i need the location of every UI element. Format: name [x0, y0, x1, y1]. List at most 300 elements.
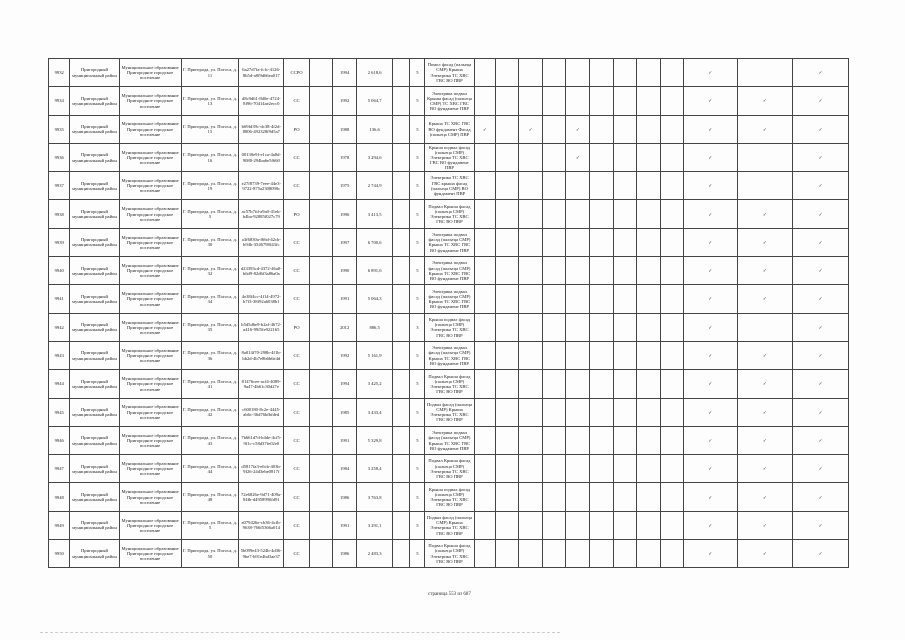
empty-cell	[542, 540, 566, 568]
empty-cell	[519, 285, 543, 313]
empty-cell	[637, 313, 661, 341]
house-id-cell: b5d5d6e9-b2af-4672-a416-99f5fe922165	[239, 313, 284, 341]
empty-cell	[309, 341, 333, 369]
table-row	[49, 426, 849, 454]
empty-cell	[519, 200, 543, 228]
empty-cell	[660, 228, 684, 256]
check-mark-icon: ✓	[684, 115, 737, 143]
empty-cell	[637, 455, 661, 483]
empty-cell	[566, 172, 590, 200]
empty-cell	[495, 341, 519, 369]
empty-cell	[637, 143, 661, 171]
district-cell: Пригородный муниципальный район	[70, 257, 119, 285]
area-cell: 2 618,6	[356, 59, 392, 87]
house-id-cell: a3f6830a-f66d-42cb-b94b-3546798f43fc	[239, 228, 284, 256]
empty-cell	[590, 313, 614, 341]
floors-cell: 5	[410, 228, 425, 256]
empty-cell	[566, 200, 590, 228]
address-cell: Г. Пригорода, ул. Погоса, д. 48	[181, 483, 239, 511]
municipal-form-cell: Муниципальное образование Пригородное городское поселение	[119, 370, 181, 398]
works-description-cell: Электрика подвал фасад (пальеца СМР) Крыша ТС ХВС ГВС ВО фундамент ПВР	[425, 257, 474, 285]
empty-cell	[519, 87, 543, 115]
empty-cell	[590, 285, 614, 313]
check-mark-icon: ✓	[737, 511, 793, 539]
year-cell: 1996	[333, 200, 357, 228]
empty-cell	[590, 483, 614, 511]
works-description-cell: Крыша подвал фасад (пальеца СМР) Электрика ТС ХВС ГВС ВО ПВР	[425, 483, 474, 511]
check-mark-icon: ✓	[793, 455, 849, 483]
floors-cell: 5	[410, 398, 425, 426]
house-id-cell: ac57b7fd-a9a0-41eb-b4ba-92885f027c79	[239, 200, 284, 228]
wall-type-cell: СС	[284, 540, 310, 568]
empty-cell	[637, 370, 661, 398]
empty-cell	[590, 59, 614, 87]
empty-cell	[474, 228, 495, 256]
row-number: 9937	[49, 172, 70, 200]
empty-cell	[590, 87, 614, 115]
empty-cell	[519, 426, 543, 454]
address-cell: Г. Пригорода, ул. Погоса, д. 34	[181, 285, 239, 313]
address-cell: Г. Пригорода, ул. Погоса, д. 16	[181, 143, 239, 171]
district-cell: Пригородный муниципальный район	[70, 228, 119, 256]
area-cell: 5 064,7	[356, 87, 392, 115]
year-cell: 1986	[333, 540, 357, 568]
check-mark-icon: ✓	[737, 285, 793, 313]
empty-cell	[495, 257, 519, 285]
year-cell: 1991	[333, 285, 357, 313]
empty-cell	[309, 511, 333, 539]
scan-artifact	[40, 632, 560, 633]
floors-cell: 5	[410, 115, 425, 143]
empty-cell	[309, 59, 333, 87]
year-cell: 1994	[333, 59, 357, 87]
check-mark-icon: ✓	[737, 87, 793, 115]
empty-cell	[542, 87, 566, 115]
empty-cell	[309, 313, 333, 341]
year-cell: 1978	[333, 143, 357, 171]
empty-cell	[393, 228, 410, 256]
empty-cell	[495, 59, 519, 87]
table-row	[49, 285, 849, 313]
row-number: 9947	[49, 455, 70, 483]
floors-cell: 5	[410, 426, 425, 454]
year-cell: 1985	[333, 398, 357, 426]
district-cell: Пригородный муниципальный район	[70, 426, 119, 454]
district-cell: Пригородный муниципальный район	[70, 285, 119, 313]
wall-type-cell: СС	[284, 511, 310, 539]
house-id-cell: 72e6826e-9d71-409a-94fb-d4958990fd91	[239, 483, 284, 511]
municipal-form-cell: Муниципальное образование Пригородное городское поселение	[119, 257, 181, 285]
empty-cell	[542, 426, 566, 454]
check-mark-icon: ✓	[793, 341, 849, 369]
row-number: 9935	[49, 115, 70, 143]
municipal-form-cell: Муниципальное образование Пригородное городское поселение	[119, 398, 181, 426]
municipal-form-cell: Муниципальное образование Пригородное городское поселение	[119, 143, 181, 171]
table-row	[49, 59, 849, 87]
empty-cell	[309, 455, 333, 483]
empty-cell	[637, 540, 661, 568]
check-mark-icon: ✓	[737, 483, 793, 511]
floors-cell: 5	[410, 511, 425, 539]
check-mark-icon: ✓	[793, 257, 849, 285]
check-mark-icon: ✓	[737, 115, 793, 143]
wall-type-cell: СС	[284, 426, 310, 454]
empty-cell	[495, 228, 519, 256]
empty-cell	[474, 426, 495, 454]
floors-cell: 5	[410, 59, 425, 87]
empty-cell	[590, 540, 614, 568]
check-mark-icon: ✓	[684, 87, 737, 115]
empty-cell	[495, 313, 519, 341]
address-cell: Г. Пригорода, ул. Погоса, д. 32	[181, 257, 239, 285]
municipal-form-cell: Муниципальное образование Пригородное городское поселение	[119, 285, 181, 313]
check-mark-icon: ✓	[737, 370, 793, 398]
check-mark-icon: ✓	[793, 228, 849, 256]
empty-cell	[474, 341, 495, 369]
empty-cell	[495, 455, 519, 483]
floors-cell: 5	[410, 200, 425, 228]
wall-type-cell: СС	[284, 172, 310, 200]
row-number: 9940	[49, 257, 70, 285]
empty-cell	[566, 511, 590, 539]
empty-cell	[519, 540, 543, 568]
empty-cell	[542, 59, 566, 87]
works-description-cell: Подвал фасад (пальеца СМР) Крыша Электрика ТС ХВС ГВС ВО ПВР	[425, 398, 474, 426]
works-description-cell: Электрика подвал фасад (пальеца СМР) Крыша ТС ХВС ГВС ВО фундамент ПВР	[425, 341, 474, 369]
empty-cell	[309, 143, 333, 171]
empty-cell	[660, 426, 684, 454]
house-id-cell: d8c9d61-8d0e-4724-8f96-70414ae2ecc0	[239, 87, 284, 115]
municipal-form-cell: Муниципальное образование Пригородное городское поселение	[119, 341, 181, 369]
empty-cell	[393, 313, 410, 341]
municipal-form-cell: Муниципальное образование Пригородное городское поселение	[119, 59, 181, 87]
wall-type-cell: СС	[284, 228, 310, 256]
house-id-cell: 7b661d7d-b4de-4cf5-9f1c-c58d37fe02e0	[239, 426, 284, 454]
empty-cell	[519, 257, 543, 285]
empty-cell	[637, 483, 661, 511]
year-cell: 2012	[333, 313, 357, 341]
empty-cell	[660, 483, 684, 511]
empty-cell	[474, 398, 495, 426]
empty-cell	[660, 285, 684, 313]
area-cell: 3 413,5	[356, 200, 392, 228]
empty-cell	[542, 341, 566, 369]
address-cell: Г. Пригорода, ул. Погоса, д. 41	[181, 370, 239, 398]
district-cell: Пригородный муниципальный район	[70, 455, 119, 483]
row-number: 9949	[49, 511, 70, 539]
check-mark-icon: ✓	[793, 426, 849, 454]
check-mark-icon: ✓	[566, 143, 590, 171]
address-cell: Г. Пригорода, ул. Погоса, д. 13	[181, 87, 239, 115]
empty-cell	[637, 426, 661, 454]
address-cell: Г. Пригорода, ул. Погоса, д. 43	[181, 426, 239, 454]
house-id-cell: c600180-8c2e-4445-ab6c-36d76bfbfded	[239, 398, 284, 426]
year-cell: 1992	[333, 341, 357, 369]
empty-cell	[495, 200, 519, 228]
empty-cell	[613, 172, 637, 200]
check-mark-icon: ✓	[737, 455, 793, 483]
empty-cell	[519, 511, 543, 539]
wall-type-cell: СС	[284, 143, 310, 171]
floors-cell: 5	[410, 370, 425, 398]
empty-cell	[613, 87, 637, 115]
table-row	[49, 455, 849, 483]
empty-cell	[613, 200, 637, 228]
table-row	[49, 483, 849, 511]
floors-cell: 5	[410, 540, 425, 568]
area-cell: 3 294,6	[356, 143, 392, 171]
empty-cell	[590, 143, 614, 171]
floors-cell: 5	[410, 341, 425, 369]
empty-cell	[393, 511, 410, 539]
wall-type-cell: СС	[284, 398, 310, 426]
check-mark-icon: ✓	[684, 455, 737, 483]
empty-cell	[613, 115, 637, 143]
municipal-form-cell: Муниципальное образование Пригородное городское поселение	[119, 87, 181, 115]
empty-cell	[542, 143, 566, 171]
empty-cell	[566, 228, 590, 256]
empty-cell	[660, 200, 684, 228]
empty-cell	[566, 483, 590, 511]
floors-cell: 5	[410, 455, 425, 483]
row-number: 9936	[49, 143, 70, 171]
address-cell: Г. Пригорода, ул. Погоса, д. 5	[181, 511, 239, 539]
empty-cell	[590, 370, 614, 398]
district-cell: Пригородный муниципальный район	[70, 115, 119, 143]
works-description-cell: Крыша подвал фасад (пальеца СМР) Электрика ТС ХВС ГВС ВО фундамент ПВР	[425, 143, 474, 171]
district-cell: Пригородный муниципальный район	[70, 540, 119, 568]
area-cell: 3 763,8	[356, 483, 392, 511]
area-cell: 886,5	[356, 313, 392, 341]
row-number: 9950	[49, 540, 70, 568]
empty-cell	[637, 59, 661, 87]
empty-cell	[590, 398, 614, 426]
empty-cell	[660, 455, 684, 483]
empty-cell	[590, 228, 614, 256]
area-cell: 3 433,4	[356, 398, 392, 426]
empty-cell	[309, 426, 333, 454]
check-mark-icon: ✓	[684, 426, 737, 454]
empty-cell	[590, 511, 614, 539]
empty-cell	[542, 313, 566, 341]
empty-cell	[590, 341, 614, 369]
area-cell: 5 329,8	[356, 426, 392, 454]
address-cell: Г. Пригорода, ул. Погоса, д. 50	[181, 540, 239, 568]
table-row	[49, 341, 849, 369]
check-mark-icon: ✓	[793, 370, 849, 398]
check-mark-icon: ✓	[793, 115, 849, 143]
empty-cell	[474, 511, 495, 539]
wall-type-cell: РО	[284, 115, 310, 143]
empty-cell	[660, 59, 684, 87]
empty-cell	[474, 172, 495, 200]
municipal-form-cell: Муниципальное образование Пригородное городское поселение	[119, 313, 181, 341]
check-mark-icon: ✓	[793, 313, 849, 341]
district-cell: Пригородный муниципальный район	[70, 398, 119, 426]
check-mark-icon: ✓	[793, 200, 849, 228]
check-mark-icon: ✓	[474, 115, 495, 143]
row-number: 9934	[49, 87, 70, 115]
house-id-cell: 6a27d7fa-fcfc-4126-8b5d-a8f9d66ea017	[239, 59, 284, 87]
empty-cell	[542, 483, 566, 511]
municipal-form-cell: Муниципальное образование Пригородное городское поселение	[119, 172, 181, 200]
empty-cell	[495, 426, 519, 454]
empty-cell	[637, 341, 661, 369]
check-mark-icon: ✓	[566, 115, 590, 143]
empty-cell	[542, 228, 566, 256]
address-cell: Г. Пригорода, ул. Погоса, д. 11	[181, 59, 239, 87]
check-mark-icon: ✓	[684, 313, 737, 341]
wall-type-cell: РО	[284, 200, 310, 228]
empty-cell	[660, 87, 684, 115]
empty-cell	[393, 341, 410, 369]
empty-cell	[737, 59, 793, 87]
empty-cell	[566, 87, 590, 115]
empty-cell	[519, 398, 543, 426]
row-number: 9945	[49, 398, 70, 426]
empty-cell	[566, 257, 590, 285]
empty-cell	[566, 59, 590, 87]
empty-cell	[660, 257, 684, 285]
empty-cell	[613, 228, 637, 256]
empty-cell	[309, 115, 333, 143]
wall-type-cell: СС	[284, 455, 310, 483]
district-cell: Пригородный муниципальный район	[70, 172, 119, 200]
check-mark-icon: ✓	[684, 285, 737, 313]
table-row	[49, 511, 849, 539]
wall-type-cell: СС	[284, 370, 310, 398]
area-cell: 5 064,3	[356, 285, 392, 313]
empty-cell	[637, 200, 661, 228]
empty-cell	[542, 285, 566, 313]
empty-cell	[660, 313, 684, 341]
row-number: 9943	[49, 341, 70, 369]
row-number: 9946	[49, 426, 70, 454]
empty-cell	[566, 341, 590, 369]
check-mark-icon: ✓	[793, 172, 849, 200]
empty-cell	[637, 257, 661, 285]
year-cell: 1997	[333, 228, 357, 256]
empty-cell	[519, 172, 543, 200]
empty-cell	[590, 115, 614, 143]
year-cell: 1994	[333, 370, 357, 398]
empty-cell	[613, 511, 637, 539]
empty-cell	[737, 143, 793, 171]
address-cell: Г. Пригорода, ул. Погоса, д. 35	[181, 313, 239, 341]
check-mark-icon: ✓	[684, 483, 737, 511]
empty-cell	[519, 143, 543, 171]
empty-cell	[637, 228, 661, 256]
house-id-cell: 00130e9f-e1ca-4a8d-9080-294ba6e5f660	[239, 143, 284, 171]
empty-cell	[495, 483, 519, 511]
empty-cell	[393, 172, 410, 200]
area-cell: 2 483,3	[356, 540, 392, 568]
district-cell: Пригородный муниципальный район	[70, 143, 119, 171]
check-mark-icon: ✓	[684, 257, 737, 285]
empty-cell	[590, 200, 614, 228]
floors-cell: 5	[410, 172, 425, 200]
row-number: 9938	[49, 200, 70, 228]
empty-cell	[542, 370, 566, 398]
check-mark-icon: ✓	[684, 370, 737, 398]
empty-cell	[393, 398, 410, 426]
district-cell: Пригородный муниципальный район	[70, 483, 119, 511]
works-description-cell: Электрика подвал фасад (пальеца СМР) Крыша ТС ХВС ГВС ВО фундамент ПВР	[425, 285, 474, 313]
empty-cell	[309, 285, 333, 313]
empty-cell	[393, 483, 410, 511]
empty-cell	[613, 59, 637, 87]
area-cell: 2 744,9	[356, 172, 392, 200]
empty-cell	[660, 143, 684, 171]
empty-cell	[309, 370, 333, 398]
table-row	[49, 115, 849, 143]
empty-cell	[637, 511, 661, 539]
empty-cell	[660, 115, 684, 143]
works-description-cell: Электрика подвал Крыша фасад (пальеца СМР) ТС ХВС ГВС ВО фундамент ПВР	[425, 87, 474, 115]
empty-cell	[495, 540, 519, 568]
table-row	[49, 313, 849, 341]
check-mark-icon: ✓	[684, 143, 737, 171]
year-cell: 1991	[333, 511, 357, 539]
area-cell: 3 425,2	[356, 370, 392, 398]
empty-cell	[393, 370, 410, 398]
empty-cell	[495, 87, 519, 115]
area-cell: 6 700,6	[356, 228, 392, 256]
empty-cell	[309, 200, 333, 228]
area-cell: 5 161,9	[356, 341, 392, 369]
works-description-cell: Электрика ТС ХВС ГВС крыша фасад (пальеца СМР) ВО фундамент ПВР	[425, 172, 474, 200]
check-mark-icon: ✓	[737, 257, 793, 285]
year-cell: 1984	[333, 455, 357, 483]
check-mark-icon: ✓	[793, 285, 849, 313]
check-mark-icon: ✓	[684, 172, 737, 200]
area-cell: 136,6	[356, 115, 392, 143]
empty-cell	[737, 172, 793, 200]
floors-cell: 3	[410, 313, 425, 341]
wall-type-cell: ССРО	[284, 59, 310, 87]
empty-cell	[495, 285, 519, 313]
check-mark-icon: ✓	[793, 511, 849, 539]
area-cell: 3 291,1	[356, 511, 392, 539]
floors-cell: 5	[410, 285, 425, 313]
municipal-form-cell: Муниципальное образование Пригородное городское поселение	[119, 200, 181, 228]
row-number: 9948	[49, 483, 70, 511]
floors-cell: 5	[410, 257, 425, 285]
address-cell: Г. Пригорода, ул. Погоса, д. 36	[181, 341, 239, 369]
house-id-cell: b69fd39c-dc38-4f2d-8806-492328f9d5a7	[239, 115, 284, 143]
empty-cell	[474, 87, 495, 115]
empty-cell	[474, 59, 495, 87]
empty-cell	[393, 87, 410, 115]
empty-cell	[309, 172, 333, 200]
district-cell: Пригородный муниципальный район	[70, 370, 119, 398]
empty-cell	[474, 370, 495, 398]
empty-cell	[495, 370, 519, 398]
empty-cell	[495, 511, 519, 539]
empty-cell	[519, 455, 543, 483]
empty-cell	[474, 285, 495, 313]
wall-type-cell: СС	[284, 483, 310, 511]
empty-cell	[590, 257, 614, 285]
empty-cell	[637, 285, 661, 313]
district-cell: Пригородный муниципальный район	[70, 200, 119, 228]
empty-cell	[393, 426, 410, 454]
wall-type-cell: СС	[284, 257, 310, 285]
empty-cell	[542, 455, 566, 483]
year-cell: 1986	[333, 483, 357, 511]
empty-cell	[613, 313, 637, 341]
address-cell: Г. Пригорода, ул. Погоса, д. 5	[181, 200, 239, 228]
